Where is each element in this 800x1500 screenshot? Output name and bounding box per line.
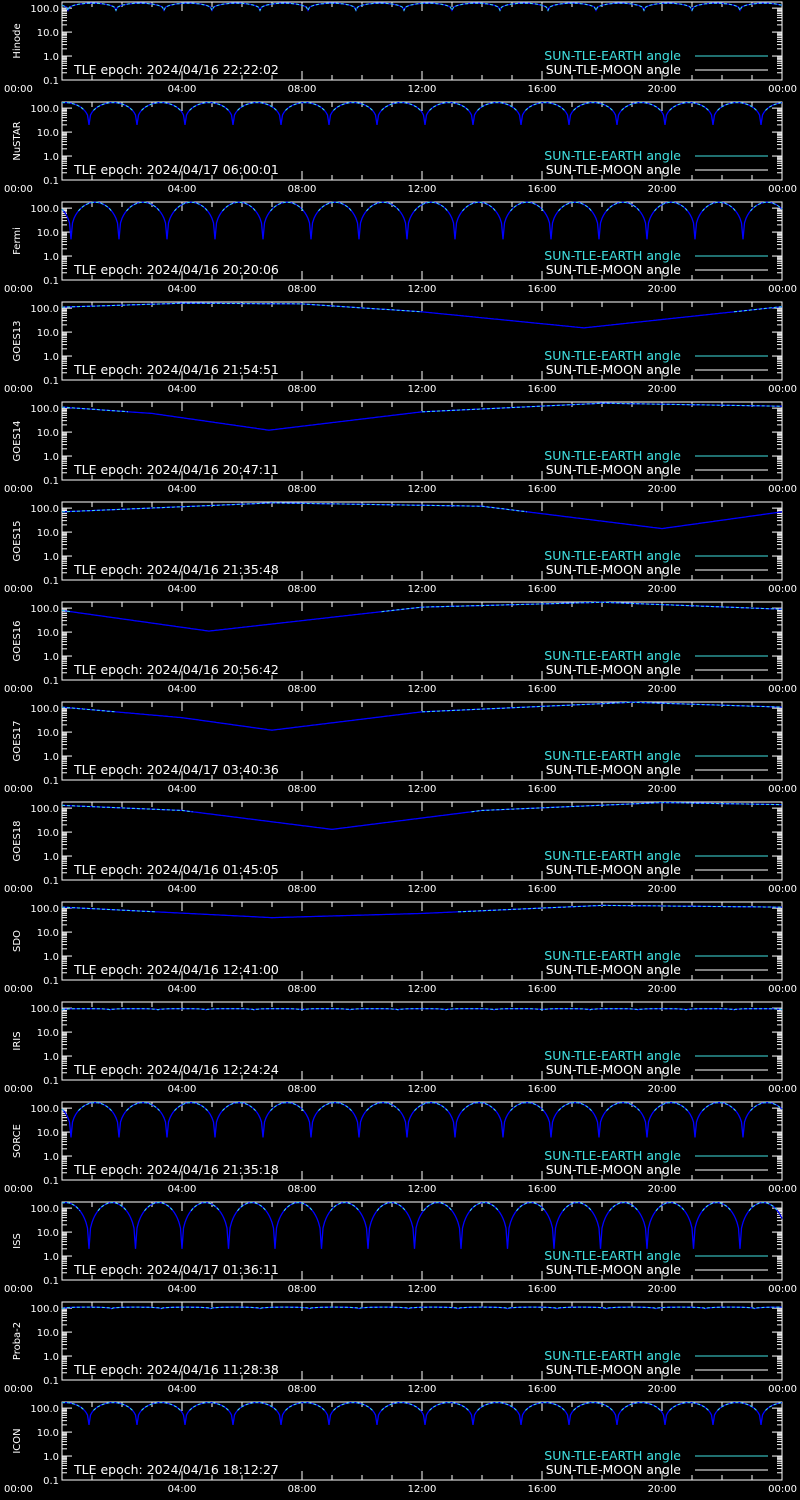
x-tick-label: 08:00 bbox=[287, 784, 317, 795]
x-tick-label: 00:00 bbox=[768, 784, 797, 795]
tle-epoch-label: TLE epoch: 2024/04/16 22:22:02 bbox=[74, 62, 279, 77]
y-tick-label: 0.1 bbox=[43, 1176, 59, 1187]
x-tick-label: 04:00 bbox=[167, 984, 197, 995]
y-tick-label: 1.0 bbox=[43, 852, 59, 864]
x-tick-label: 20:00 bbox=[647, 1084, 677, 1095]
x-tick-label: 00:00 bbox=[4, 184, 33, 195]
panel-goes18 bbox=[4, 802, 797, 895]
y-tick-label: 10.0 bbox=[36, 1328, 59, 1340]
x-tick-label: 08:00 bbox=[287, 684, 317, 695]
y-tick-label: 0.1 bbox=[43, 76, 59, 87]
x-tick-label: 00:00 bbox=[768, 984, 797, 995]
x-tick-label: 04:00 bbox=[167, 1284, 197, 1295]
x-tick-label: 04:00 bbox=[167, 484, 197, 495]
x-tick-label: 00:00 bbox=[768, 884, 797, 895]
y-tick-label: 100.0 bbox=[30, 1404, 59, 1416]
y-tick-label: 10.0 bbox=[36, 928, 59, 940]
x-tick-label: 16:00 bbox=[527, 284, 557, 295]
y-tick-label: 1.0 bbox=[43, 452, 59, 464]
y-tick-label: 100.0 bbox=[30, 1204, 59, 1216]
legend-earth-label: SUN-TLE-EARTH angle bbox=[544, 148, 681, 163]
panel-ylabel: GOES14 bbox=[12, 420, 23, 462]
panel-ylabel: SDO bbox=[12, 930, 23, 952]
legend-moon-label: SUN-TLE-MOON angle bbox=[545, 1062, 681, 1077]
x-tick-label: 00:00 bbox=[4, 1184, 33, 1195]
x-tick-label: 12:00 bbox=[407, 784, 437, 795]
y-tick-label: 1.0 bbox=[43, 552, 59, 564]
legend-moon-label: SUN-TLE-MOON angle bbox=[545, 262, 681, 277]
x-tick-label: 04:00 bbox=[167, 1184, 197, 1195]
y-tick-label: 0.1 bbox=[43, 276, 59, 287]
panel-nustar bbox=[4, 102, 797, 195]
legend-moon-label: SUN-TLE-MOON angle bbox=[545, 862, 681, 877]
panel-goes14 bbox=[4, 402, 797, 495]
x-tick-label: 20:00 bbox=[647, 384, 677, 395]
x-tick-label: 04:00 bbox=[167, 784, 197, 795]
panel-ylabel: GOES13 bbox=[12, 320, 23, 362]
panel-ylabel: GOES15 bbox=[12, 520, 23, 562]
legend-moon-label: SUN-TLE-MOON angle bbox=[545, 1262, 681, 1277]
y-tick-label: 0.1 bbox=[43, 876, 59, 887]
panel-ylabel: GOES18 bbox=[12, 820, 23, 862]
x-tick-label: 00:00 bbox=[768, 284, 797, 295]
y-tick-label: 0.1 bbox=[43, 1076, 59, 1087]
y-tick-label: 1.0 bbox=[43, 1352, 59, 1364]
x-tick-label: 00:00 bbox=[4, 684, 33, 695]
x-tick-label: 08:00 bbox=[287, 484, 317, 495]
x-tick-label: 00:00 bbox=[4, 1284, 33, 1295]
y-tick-label: 100.0 bbox=[30, 504, 59, 516]
x-tick-label: 00:00 bbox=[768, 1384, 797, 1395]
panel-goes17 bbox=[4, 702, 797, 795]
y-tick-label: 0.1 bbox=[43, 976, 59, 987]
x-tick-label: 12:00 bbox=[407, 1384, 437, 1395]
x-tick-label: 08:00 bbox=[287, 284, 317, 295]
y-tick-label: 0.1 bbox=[43, 476, 59, 487]
panel-ylabel: SORCE bbox=[12, 1124, 23, 1158]
x-tick-label: 20:00 bbox=[647, 184, 677, 195]
y-tick-label: 1.0 bbox=[43, 252, 59, 264]
x-tick-label: 12:00 bbox=[407, 184, 437, 195]
y-tick-label: 1.0 bbox=[43, 1152, 59, 1164]
legend-moon-label: SUN-TLE-MOON angle bbox=[545, 362, 681, 377]
panel-fermi bbox=[4, 202, 797, 295]
x-tick-label: 04:00 bbox=[167, 84, 197, 95]
tle-epoch-label: TLE epoch: 2024/04/16 20:56:42 bbox=[74, 662, 279, 677]
x-tick-label: 04:00 bbox=[167, 884, 197, 895]
y-tick-label: 1.0 bbox=[43, 1252, 59, 1264]
x-tick-label: 20:00 bbox=[647, 1384, 677, 1395]
tle-epoch-label: TLE epoch: 2024/04/16 01:45:05 bbox=[74, 862, 279, 877]
y-tick-label: 10.0 bbox=[36, 228, 59, 240]
legend-moon-label: SUN-TLE-MOON angle bbox=[545, 462, 681, 477]
panel-proba-2 bbox=[4, 1302, 797, 1395]
x-tick-label: 00:00 bbox=[768, 584, 797, 595]
legend-earth-label: SUN-TLE-EARTH angle bbox=[544, 1448, 681, 1463]
legend-moon-label: SUN-TLE-MOON angle bbox=[545, 762, 681, 777]
legend-earth-label: SUN-TLE-EARTH angle bbox=[544, 1148, 681, 1163]
y-tick-label: 100.0 bbox=[30, 804, 59, 816]
x-tick-label: 12:00 bbox=[407, 1284, 437, 1295]
x-tick-label: 16:00 bbox=[527, 484, 557, 495]
x-tick-label: 04:00 bbox=[167, 284, 197, 295]
x-tick-label: 20:00 bbox=[647, 1184, 677, 1195]
x-tick-label: 08:00 bbox=[287, 384, 317, 395]
x-tick-label: 08:00 bbox=[287, 1184, 317, 1195]
x-tick-label: 08:00 bbox=[287, 1084, 317, 1095]
legend-earth-label: SUN-TLE-EARTH angle bbox=[544, 948, 681, 963]
x-tick-label: 04:00 bbox=[167, 384, 197, 395]
y-tick-label: 100.0 bbox=[30, 4, 59, 16]
x-tick-label: 12:00 bbox=[407, 384, 437, 395]
x-tick-label: 20:00 bbox=[647, 984, 677, 995]
panel-goes16 bbox=[4, 602, 797, 695]
y-tick-label: 0.1 bbox=[43, 1376, 59, 1387]
y-tick-label: 1.0 bbox=[43, 752, 59, 764]
x-tick-label: 12:00 bbox=[407, 884, 437, 895]
y-tick-label: 100.0 bbox=[30, 704, 59, 716]
tle-epoch-label: TLE epoch: 2024/04/17 03:40:36 bbox=[74, 762, 279, 777]
legend-earth-label: SUN-TLE-EARTH angle bbox=[544, 648, 681, 663]
x-tick-label: 20:00 bbox=[647, 884, 677, 895]
panel-ylabel: Proba-2 bbox=[12, 1321, 23, 1361]
x-tick-label: 00:00 bbox=[768, 1084, 797, 1095]
tle-epoch-label: TLE epoch: 2024/04/16 21:54:51 bbox=[74, 362, 279, 377]
tle-epoch-label: TLE epoch: 2024/04/16 20:20:06 bbox=[74, 262, 279, 277]
x-tick-label: 16:00 bbox=[527, 1384, 557, 1395]
legend-moon-label: SUN-TLE-MOON angle bbox=[545, 1162, 681, 1177]
x-tick-label: 00:00 bbox=[768, 84, 797, 95]
y-tick-label: 100.0 bbox=[30, 1304, 59, 1316]
panel-iss bbox=[4, 1202, 797, 1295]
x-tick-label: 04:00 bbox=[167, 184, 197, 195]
x-tick-label: 00:00 bbox=[768, 184, 797, 195]
legend-earth-label: SUN-TLE-EARTH angle bbox=[544, 1048, 681, 1063]
y-tick-label: 10.0 bbox=[36, 828, 59, 840]
x-tick-label: 04:00 bbox=[167, 1084, 197, 1095]
panel-iris bbox=[4, 1002, 797, 1095]
x-tick-label: 00:00 bbox=[4, 1484, 33, 1495]
tle-epoch-label: TLE epoch: 2024/04/16 11:28:38 bbox=[74, 1362, 279, 1377]
x-tick-label: 16:00 bbox=[527, 1484, 557, 1495]
x-tick-label: 16:00 bbox=[527, 1184, 557, 1195]
x-tick-label: 04:00 bbox=[167, 1484, 197, 1495]
x-tick-label: 20:00 bbox=[647, 1284, 677, 1295]
legend-moon-label: SUN-TLE-MOON angle bbox=[545, 1362, 681, 1377]
x-tick-label: 16:00 bbox=[527, 584, 557, 595]
y-tick-label: 100.0 bbox=[30, 304, 59, 316]
x-tick-label: 08:00 bbox=[287, 84, 317, 95]
x-tick-label: 00:00 bbox=[4, 284, 33, 295]
tle-epoch-label: TLE epoch: 2024/04/17 06:00:01 bbox=[74, 162, 279, 177]
x-tick-label: 16:00 bbox=[527, 784, 557, 795]
x-tick-label: 00:00 bbox=[768, 1284, 797, 1295]
tle-epoch-label: TLE epoch: 2024/04/16 20:47:11 bbox=[74, 462, 279, 477]
x-tick-label: 04:00 bbox=[167, 684, 197, 695]
y-tick-label: 100.0 bbox=[30, 904, 59, 916]
legend-earth-label: SUN-TLE-EARTH angle bbox=[544, 1348, 681, 1363]
y-tick-label: 1.0 bbox=[43, 952, 59, 964]
x-tick-label: 00:00 bbox=[768, 384, 797, 395]
legend-earth-label: SUN-TLE-EARTH angle bbox=[544, 548, 681, 563]
panel-ylabel: NuSTAR bbox=[12, 121, 23, 161]
panel-ylabel: Hinode bbox=[12, 23, 23, 59]
panel-ylabel: Fermi bbox=[12, 227, 23, 255]
x-tick-label: 20:00 bbox=[647, 784, 677, 795]
x-tick-label: 00:00 bbox=[768, 1184, 797, 1195]
x-tick-label: 00:00 bbox=[4, 84, 33, 95]
tle-epoch-label: TLE epoch: 2024/04/16 21:35:48 bbox=[74, 562, 279, 577]
x-tick-label: 12:00 bbox=[407, 1184, 437, 1195]
x-tick-label: 08:00 bbox=[287, 1284, 317, 1295]
tle-epoch-label: TLE epoch: 2024/04/16 12:41:00 bbox=[74, 962, 279, 977]
x-tick-label: 16:00 bbox=[527, 1084, 557, 1095]
y-tick-label: 100.0 bbox=[30, 204, 59, 216]
panel-sorce bbox=[4, 1102, 797, 1195]
x-tick-label: 00:00 bbox=[768, 684, 797, 695]
x-tick-label: 00:00 bbox=[4, 484, 33, 495]
legend-moon-label: SUN-TLE-MOON angle bbox=[545, 662, 681, 677]
legend-moon-label: SUN-TLE-MOON angle bbox=[545, 1462, 681, 1477]
tle-epoch-label: TLE epoch: 2024/04/16 21:35:18 bbox=[74, 1162, 279, 1177]
x-tick-label: 20:00 bbox=[647, 484, 677, 495]
tle-epoch-label: TLE epoch: 2024/04/16 12:24:24 bbox=[74, 1062, 279, 1077]
y-tick-label: 0.1 bbox=[43, 176, 59, 187]
x-tick-label: 00:00 bbox=[4, 1384, 33, 1395]
x-tick-label: 12:00 bbox=[407, 1484, 437, 1495]
y-tick-label: 100.0 bbox=[30, 1104, 59, 1116]
x-tick-label: 08:00 bbox=[287, 584, 317, 595]
tle-epoch-label: TLE epoch: 2024/04/17 01:36:11 bbox=[74, 1262, 279, 1277]
y-tick-label: 100.0 bbox=[30, 104, 59, 116]
x-tick-label: 00:00 bbox=[4, 784, 33, 795]
y-tick-label: 10.0 bbox=[36, 328, 59, 340]
x-tick-label: 20:00 bbox=[647, 284, 677, 295]
legend-earth-label: SUN-TLE-EARTH angle bbox=[544, 248, 681, 263]
legend-earth-label: SUN-TLE-EARTH angle bbox=[544, 848, 681, 863]
x-tick-label: 12:00 bbox=[407, 84, 437, 95]
y-tick-label: 10.0 bbox=[36, 728, 59, 740]
legend-moon-label: SUN-TLE-MOON angle bbox=[545, 962, 681, 977]
panel-sdo bbox=[4, 902, 797, 995]
tle-epoch-label: TLE epoch: 2024/04/16 18:12:27 bbox=[74, 1462, 279, 1477]
y-tick-label: 10.0 bbox=[36, 128, 59, 140]
y-tick-label: 0.1 bbox=[43, 376, 59, 387]
legend-earth-label: SUN-TLE-EARTH angle bbox=[544, 448, 681, 463]
legend-moon-label: SUN-TLE-MOON angle bbox=[545, 562, 681, 577]
panel-goes13 bbox=[4, 302, 797, 395]
x-tick-label: 00:00 bbox=[768, 1484, 797, 1495]
x-tick-label: 16:00 bbox=[527, 384, 557, 395]
x-tick-label: 12:00 bbox=[407, 584, 437, 595]
y-tick-label: 0.1 bbox=[43, 576, 59, 587]
x-tick-label: 00:00 bbox=[4, 984, 33, 995]
y-tick-label: 0.1 bbox=[43, 1476, 59, 1487]
y-tick-label: 10.0 bbox=[36, 1028, 59, 1040]
y-tick-label: 10.0 bbox=[36, 428, 59, 440]
y-tick-label: 1.0 bbox=[43, 152, 59, 164]
y-tick-label: 0.1 bbox=[43, 776, 59, 787]
x-tick-label: 12:00 bbox=[407, 484, 437, 495]
x-tick-label: 12:00 bbox=[407, 984, 437, 995]
panel-ylabel: GOES17 bbox=[12, 720, 23, 762]
y-tick-label: 1.0 bbox=[43, 352, 59, 364]
x-tick-label: 12:00 bbox=[407, 1084, 437, 1095]
y-tick-label: 1.0 bbox=[43, 652, 59, 664]
y-tick-label: 1.0 bbox=[43, 52, 59, 64]
x-tick-label: 16:00 bbox=[527, 184, 557, 195]
y-tick-label: 1.0 bbox=[43, 1452, 59, 1464]
y-tick-label: 100.0 bbox=[30, 404, 59, 416]
y-tick-label: 10.0 bbox=[36, 1228, 59, 1240]
x-tick-label: 00:00 bbox=[4, 884, 33, 895]
x-tick-label: 04:00 bbox=[167, 1384, 197, 1395]
y-tick-label: 100.0 bbox=[30, 1004, 59, 1016]
y-tick-label: 0.1 bbox=[43, 676, 59, 687]
x-tick-label: 16:00 bbox=[527, 1284, 557, 1295]
x-tick-label: 16:00 bbox=[527, 984, 557, 995]
legend-earth-label: SUN-TLE-EARTH angle bbox=[544, 348, 681, 363]
x-tick-label: 20:00 bbox=[647, 84, 677, 95]
x-tick-label: 08:00 bbox=[287, 884, 317, 895]
x-tick-label: 12:00 bbox=[407, 684, 437, 695]
y-tick-label: 10.0 bbox=[36, 628, 59, 640]
panel-icon bbox=[4, 1402, 797, 1495]
y-tick-label: 100.0 bbox=[30, 604, 59, 616]
x-tick-label: 08:00 bbox=[287, 984, 317, 995]
legend-earth-label: SUN-TLE-EARTH angle bbox=[544, 48, 681, 63]
legend-moon-label: SUN-TLE-MOON angle bbox=[545, 62, 681, 77]
panel-ylabel: GOES16 bbox=[12, 620, 23, 662]
x-tick-label: 12:00 bbox=[407, 284, 437, 295]
x-tick-label: 20:00 bbox=[647, 584, 677, 595]
y-tick-label: 10.0 bbox=[36, 528, 59, 540]
legend-earth-label: SUN-TLE-EARTH angle bbox=[544, 1248, 681, 1263]
panel-hinode bbox=[4, 2, 797, 95]
x-tick-label: 00:00 bbox=[768, 484, 797, 495]
x-tick-label: 08:00 bbox=[287, 1484, 317, 1495]
y-tick-label: 0.1 bbox=[43, 1276, 59, 1287]
panel-goes15 bbox=[4, 502, 797, 595]
y-tick-label: 1.0 bbox=[43, 1052, 59, 1064]
x-tick-label: 08:00 bbox=[287, 184, 317, 195]
panel-ylabel: IRIS bbox=[12, 1031, 23, 1051]
x-tick-label: 08:00 bbox=[287, 1384, 317, 1395]
legend-moon-label: SUN-TLE-MOON angle bbox=[545, 162, 681, 177]
x-tick-label: 04:00 bbox=[167, 584, 197, 595]
legend-earth-label: SUN-TLE-EARTH angle bbox=[544, 748, 681, 763]
x-tick-label: 20:00 bbox=[647, 684, 677, 695]
x-tick-label: 00:00 bbox=[4, 384, 33, 395]
panel-ylabel: ISS bbox=[12, 1233, 23, 1249]
x-tick-label: 00:00 bbox=[4, 1084, 33, 1095]
x-tick-label: 16:00 bbox=[527, 684, 557, 695]
y-tick-label: 10.0 bbox=[36, 1428, 59, 1440]
x-tick-label: 16:00 bbox=[527, 84, 557, 95]
x-tick-label: 00:00 bbox=[4, 584, 33, 595]
panel-ylabel: ICON bbox=[12, 1428, 23, 1454]
y-tick-label: 10.0 bbox=[36, 28, 59, 40]
x-tick-label: 20:00 bbox=[647, 1484, 677, 1495]
x-tick-label: 16:00 bbox=[527, 884, 557, 895]
y-tick-label: 10.0 bbox=[36, 1128, 59, 1140]
